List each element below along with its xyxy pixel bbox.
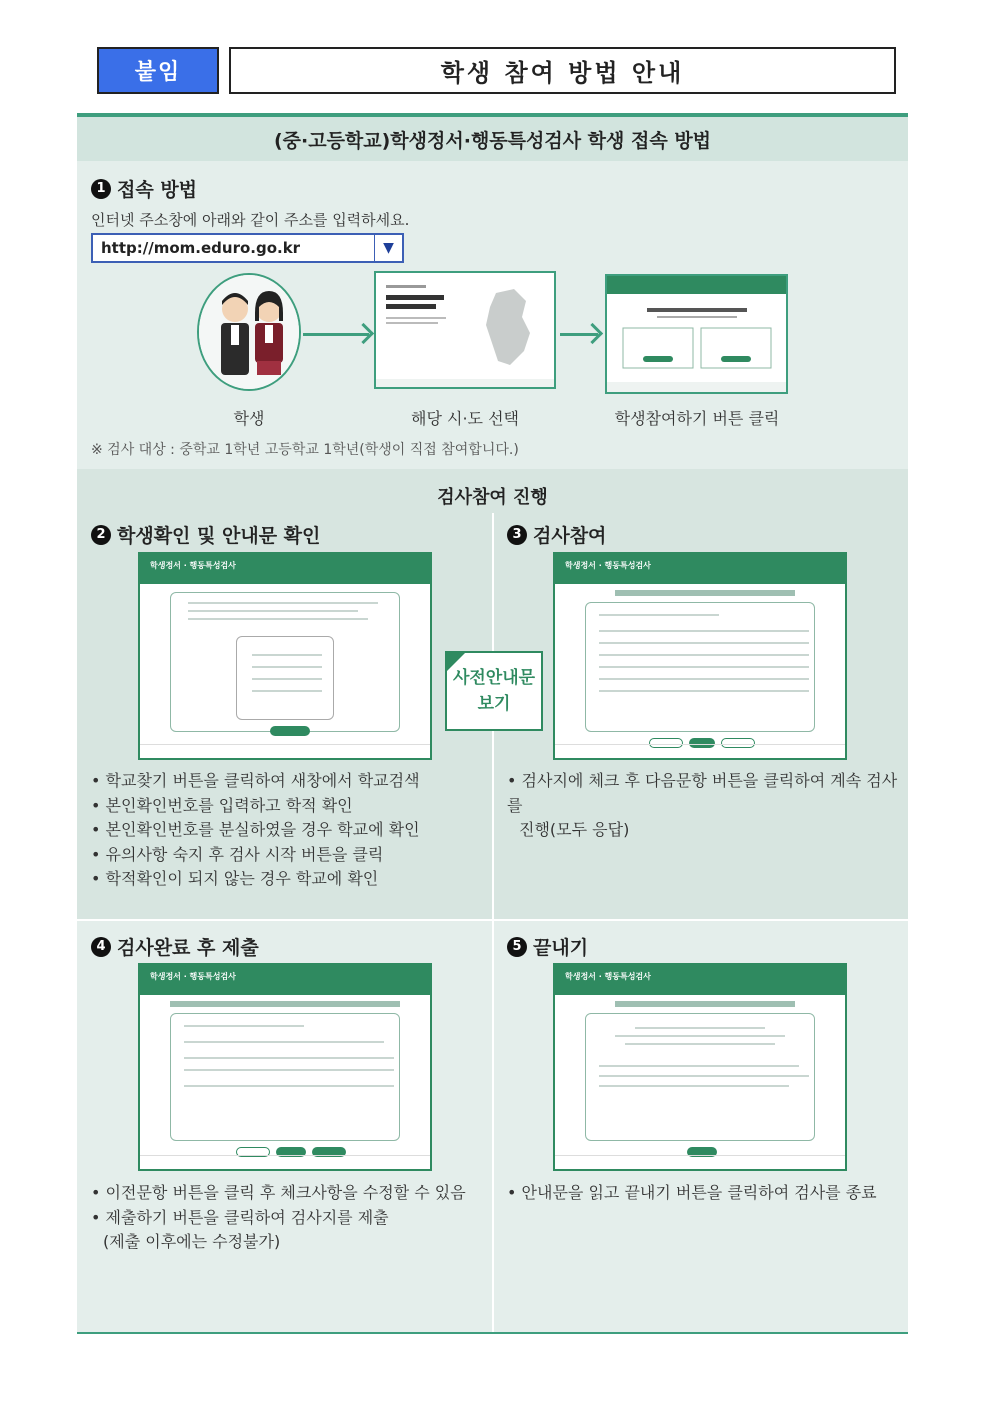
step2-bullet: • 학적확인이 되지 않는 경우 학교에 확인 xyxy=(91,869,379,888)
target-note: ※ 검사 대상 : 중학교 1학년 고등학교 1학년(학생이 직접 참여합니다.) xyxy=(91,442,519,458)
step4-bullet: • 제출하기 버튼을 클릭하여 검사지를 제출 xyxy=(91,1207,389,1227)
step4-bullet: • 이전문항 버튼을 클릭 후 체크사항을 수정할 수 있음 xyxy=(91,1183,466,1202)
region-select-screenshot xyxy=(374,271,556,389)
step4-screenshot xyxy=(138,963,432,1171)
step2-title: 학생확인 및 안내문 확인 xyxy=(117,525,321,547)
vertical-divider-lower xyxy=(492,919,494,1332)
step5-screenshot xyxy=(553,963,847,1171)
caption-participate-button: 학생참여하기 버튼 클릭 xyxy=(614,409,780,428)
pre-notice-line2: 보기 xyxy=(477,694,511,714)
step3-title: 검사참여 xyxy=(533,525,607,547)
step3-number: 3 xyxy=(507,525,527,545)
step2-screen-title: 학생정서 · 행동특성검사 xyxy=(140,554,430,584)
step5-heading xyxy=(507,933,588,960)
step1-title: 접속 방법 xyxy=(117,179,198,201)
step1-number: 1 xyxy=(91,179,111,199)
attachment-tag: 붙임 xyxy=(97,47,219,94)
step5-bullet: • 안내문을 읽고 끝내기 버튼을 클릭하여 검사를 종료 xyxy=(507,1183,877,1202)
students-image xyxy=(197,273,301,391)
step2-number: 2 xyxy=(91,525,111,545)
document-header xyxy=(97,47,896,94)
url-address-bar[interactable] xyxy=(91,233,404,263)
guide-panel xyxy=(77,113,908,1334)
step2-bullet: • 본인확인번호를 입력하고 학적 확인 xyxy=(91,795,353,815)
panel-title: (중·고등학교)학생정서·행동특성검사 학생 접속 방법 xyxy=(77,117,908,161)
dropdown-arrow-icon[interactable]: ▼ xyxy=(374,235,402,261)
step5-title: 끝내기 xyxy=(533,937,589,959)
step5-number: 5 xyxy=(507,937,527,957)
student-participate-screenshot xyxy=(605,274,788,394)
step4-bullet-note: (제출 이후에는 수정불가) xyxy=(103,1232,281,1251)
step4-title: 검사완료 후 제출 xyxy=(117,937,259,959)
step2-bullet: • 유의사항 숙지 후 검사 시작 버튼을 클릭 xyxy=(91,844,384,864)
step1-desc: 인터넷 주소창에 아래와 같이 주소를 입력하세요. xyxy=(91,211,410,229)
step2-bullets xyxy=(91,769,481,892)
step3-bullets xyxy=(507,769,902,843)
step5-bullets xyxy=(507,1181,902,1206)
step3-heading xyxy=(507,521,606,548)
step2-screenshot xyxy=(138,552,432,760)
document-title: 학생 참여 방법 안내 xyxy=(229,47,896,94)
step4-number: 4 xyxy=(91,937,111,957)
pre-notice-view-button[interactable] xyxy=(445,651,543,731)
step3-screenshot xyxy=(553,552,847,760)
lower-section xyxy=(77,919,908,1332)
step2-bullet: • 학교찾기 버튼을 클릭하여 새창에서 학교검색 xyxy=(91,771,420,790)
step4-screen-title: 학생정서 · 행동특성검사 xyxy=(140,965,430,995)
step3-bullet: • 검사지에 체크 후 다음문항 버튼을 클릭하여 계속 검사를 xyxy=(507,771,898,815)
caption-student: 학생 xyxy=(233,409,265,428)
step2-bullet: • 본인확인번호를 분실하였을 경우 학교에 확인 xyxy=(91,820,420,839)
url-text: http://mom.eduro.go.kr xyxy=(101,239,301,257)
arrow-1-icon xyxy=(303,333,369,336)
step3-bullet-continued: 진행(모두 응답) xyxy=(519,820,630,839)
pre-notice-line1: 사전안내문 xyxy=(452,668,536,688)
step4-bullets xyxy=(91,1181,486,1255)
step3-screen-title: 학생정서 · 행동특성검사 xyxy=(555,554,845,584)
caption-region-select: 해당 시·도 선택 xyxy=(411,409,519,428)
step1-heading xyxy=(91,175,197,202)
arrow-2-icon xyxy=(560,333,598,336)
step1-section xyxy=(77,161,908,469)
step4-heading xyxy=(91,933,259,960)
progress-title: 검사참여 진행 xyxy=(437,487,548,508)
step2-heading xyxy=(91,521,320,548)
step5-screen-title: 학생정서 · 행동특성검사 xyxy=(555,965,845,995)
